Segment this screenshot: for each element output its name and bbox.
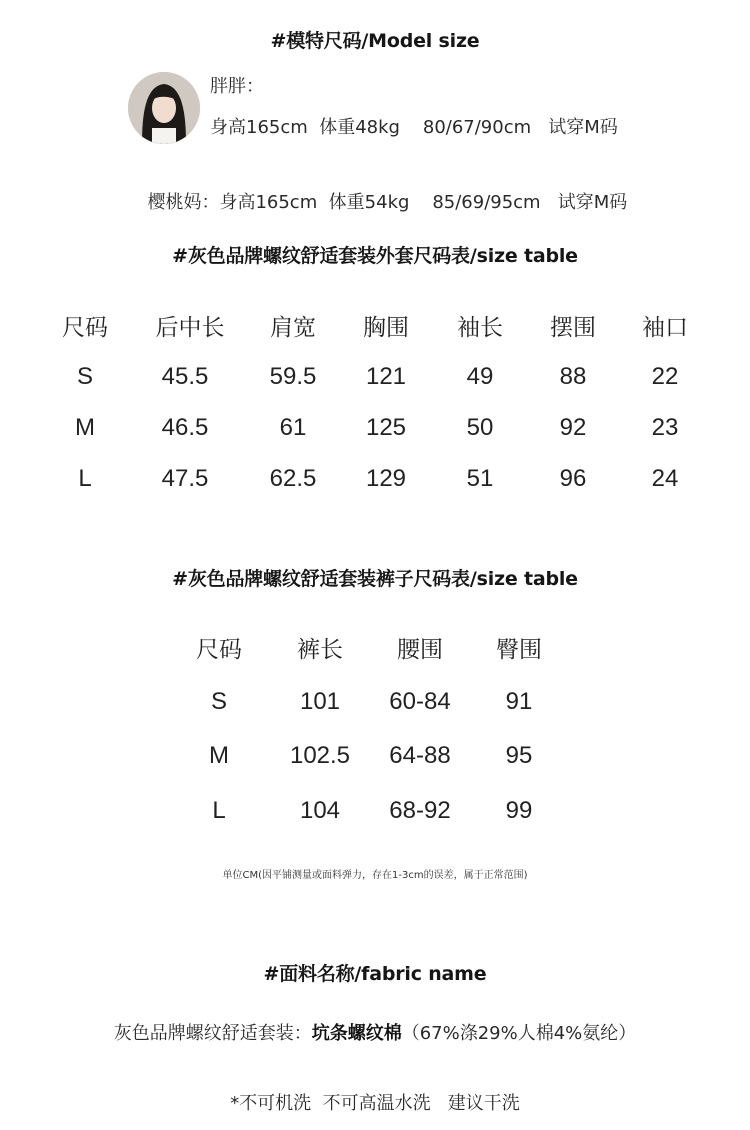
fabric-composition: （67%涤29%人棉4%氨纶） — [401, 1023, 637, 1044]
table-cell: 61 — [279, 414, 307, 441]
fabric-description — [0, 1019, 750, 1045]
table-cell: 49 — [466, 363, 494, 390]
table-cell: 101 — [299, 688, 341, 715]
model2-stats: 身高165cm 体重54kg 85/69/95cm 试穿M码 — [219, 192, 628, 213]
table-cell: L — [212, 797, 226, 824]
table-cell: 62.5 — [269, 465, 317, 492]
table-cell: 102.5 — [289, 742, 351, 769]
model2-label: 樱桃妈： — [147, 192, 220, 213]
jacket-header-sleeve: 袖长 — [457, 315, 503, 341]
model-size-heading: #模特尺码/Model size — [270, 30, 480, 52]
table-cell: S — [76, 363, 94, 390]
jacket-header-shoulder: 肩宽 — [270, 315, 316, 341]
table-cell: 88 — [559, 363, 587, 390]
table-cell: 99 — [505, 797, 533, 824]
model1-name: 胖胖： — [210, 76, 264, 97]
pants-header-hip: 臀围 — [496, 637, 542, 663]
table-cell: 92 — [559, 414, 587, 441]
table-cell: 45.5 — [161, 363, 209, 390]
fabric-name: 坑条螺纹棉 — [311, 1023, 402, 1044]
jacket-header-cuff: 袖口 — [642, 315, 688, 341]
table-cell: 59.5 — [269, 363, 317, 390]
model2-stats-row — [136, 167, 627, 214]
table-cell: 68-92 — [389, 797, 451, 824]
table-cell: 46.5 — [161, 414, 209, 441]
table-cell: 96 — [559, 465, 587, 492]
table-cell: S — [210, 688, 228, 715]
table-cell: 23 — [651, 414, 679, 441]
table-cell: 121 — [365, 363, 407, 390]
model-avatar — [128, 72, 200, 144]
care-instructions: *不可机洗 不可高温水洗 建议干洗 — [230, 1093, 520, 1114]
measurement-note: 单位CM(因平铺测量或面料弹力，存在1-3cm的误差，属于正常范围) — [222, 870, 528, 881]
table-cell: M — [75, 414, 95, 441]
table-cell: 95 — [505, 742, 533, 769]
table-cell: 64-88 — [389, 742, 451, 769]
table-cell: 51 — [466, 465, 494, 492]
jacket-header-size: 尺码 — [62, 315, 108, 341]
jacket-header-length: 后中长 — [155, 315, 225, 341]
model-photo — [128, 72, 200, 144]
fabric-prefix: 灰色品牌螺纹舒适套装： — [113, 1023, 312, 1044]
table-cell: 50 — [466, 414, 494, 441]
table-cell: M — [209, 742, 229, 769]
table-cell: 125 — [365, 414, 407, 441]
jacket-header-chest: 胸围 — [363, 315, 409, 341]
fabric-heading: #面料名称/fabric name — [263, 963, 487, 985]
jacket-header-hem: 摆围 — [550, 315, 596, 341]
table-cell: L — [78, 465, 92, 492]
model1-stats: 身高165cm 体重48kg 80/67/90cm 试穿M码 — [210, 117, 618, 138]
jacket-size-heading: #灰色品牌螺纹舒适套装外套尺码表/size table — [172, 245, 578, 267]
table-cell: 47.5 — [161, 465, 209, 492]
pants-header-size: 尺码 — [196, 637, 242, 663]
pants-size-heading: #灰色品牌螺纹舒适套装裤子尺码表/size table — [172, 568, 578, 590]
pants-header-length: 裤长 — [297, 637, 343, 663]
table-cell: 22 — [651, 363, 679, 390]
table-cell: 24 — [651, 465, 679, 492]
table-cell: 129 — [365, 465, 407, 492]
pants-header-waist: 腰围 — [397, 637, 443, 663]
table-cell: 104 — [299, 797, 341, 824]
table-cell: 91 — [505, 688, 533, 715]
table-cell: 60-84 — [389, 688, 451, 715]
